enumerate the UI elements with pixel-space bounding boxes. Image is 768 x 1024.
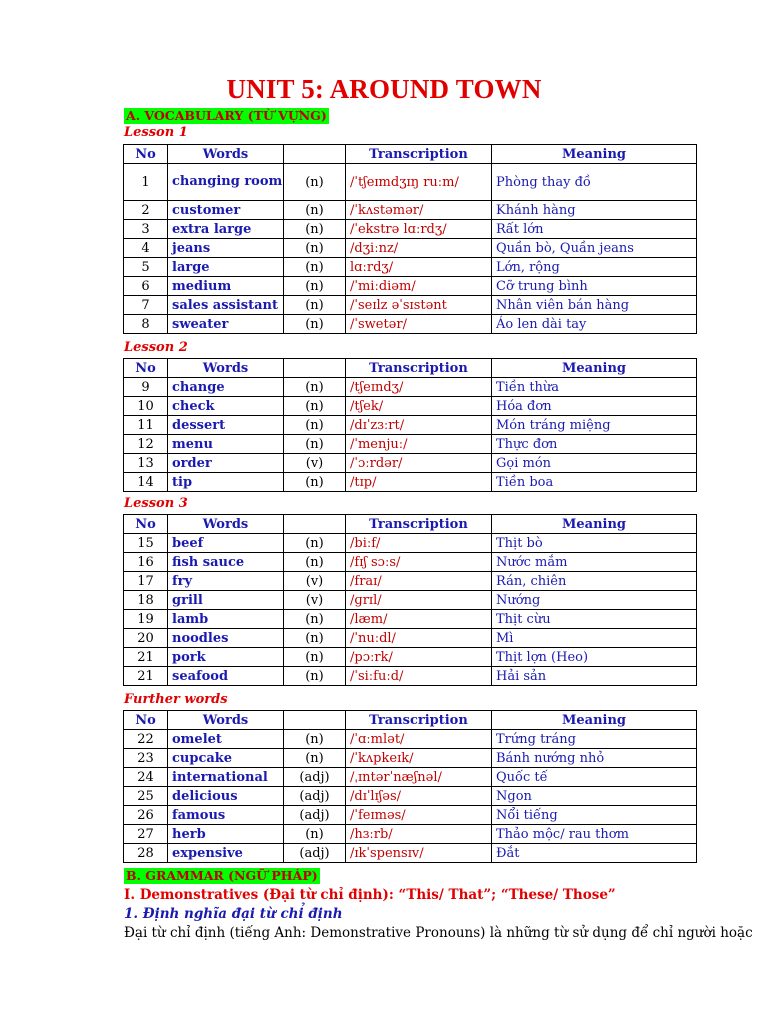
row-number: 19 [124,610,168,629]
header-meaning: Meaning [492,145,697,164]
row-meaning: Nướng [492,591,697,610]
row-transcription: /hɜːrb/ [346,825,492,844]
row-meaning: Thịt lợn (Heo) [492,648,697,667]
row-pos: (n) [284,648,346,667]
row-pos: (adj) [284,787,346,806]
row-word: fry [168,572,284,591]
row-meaning: Rán, chiên [492,572,697,591]
row-word: extra large [168,220,284,239]
row-pos: (n) [284,397,346,416]
row-number: 9 [124,378,168,397]
row-pos: (v) [284,591,346,610]
row-meaning: Hải sản [492,667,697,686]
table-row [124,768,697,787]
row-meaning: Thịt bò [492,534,697,553]
row-number: 8 [124,315,168,334]
header-no: No [124,515,168,534]
row-word: expensive [168,844,284,863]
table-row [124,454,697,473]
table-header-row [124,711,697,730]
row-meaning: Lớn, rộng [492,258,697,277]
header-words: Words [168,359,284,378]
vocab-table [123,358,697,492]
table-row [124,164,697,201]
table-header-row [124,145,697,164]
row-transcription: /ˈfeɪməs/ [346,806,492,825]
row-number: 21 [124,648,168,667]
table-row [124,277,697,296]
lesson-label: Further words [124,692,228,707]
table-row [124,239,697,258]
row-pos: (n) [284,749,346,768]
table-row [124,648,697,667]
row-word: sales assistant [168,296,284,315]
row-number: 1 [124,164,168,201]
row-meaning: Rất lớn [492,220,697,239]
table-row [124,315,697,334]
row-meaning: Tiền thừa [492,378,697,397]
table-row [124,749,697,768]
row-word: grill [168,591,284,610]
row-meaning: Nhân viên bán hàng [492,296,697,315]
row-meaning: Bánh nướng nhỏ [492,749,697,768]
lesson-label: Lesson 3 [124,496,188,511]
row-word: fish sauce [168,553,284,572]
row-transcription: /ˈnuːdl/ [346,629,492,648]
row-transcription: /ˈmenjuː/ [346,435,492,454]
table-row [124,473,697,492]
table-row [124,258,697,277]
table-row [124,667,697,686]
row-word: dessert [168,416,284,435]
row-number: 13 [124,454,168,473]
row-meaning: Đắt [492,844,697,863]
row-word: cupcake [168,749,284,768]
row-number: 2 [124,201,168,220]
row-word: check [168,397,284,416]
header-meaning: Meaning [492,359,697,378]
row-number: 11 [124,416,168,435]
row-meaning: Hóa đơn [492,397,697,416]
row-transcription: /læm/ [346,610,492,629]
row-meaning: Trứng tráng [492,730,697,749]
header-pos [284,359,346,378]
row-meaning: Khánh hàng [492,201,697,220]
row-pos: (v) [284,572,346,591]
row-meaning: Quốc tế [492,768,697,787]
row-pos: (v) [284,454,346,473]
row-pos: (n) [284,315,346,334]
row-meaning: Cỡ trung bình [492,277,697,296]
row-transcription: /ɪkˈspensɪv/ [346,844,492,863]
vocab-table [123,514,697,686]
row-pos: (n) [284,164,346,201]
table-row [124,296,697,315]
row-number: 16 [124,553,168,572]
header-no: No [124,145,168,164]
row-pos: (n) [284,730,346,749]
row-pos: (n) [284,416,346,435]
row-transcription: /ˈsiːfuːd/ [346,667,492,686]
row-number: 3 [124,220,168,239]
table-row [124,435,697,454]
row-meaning: Mì [492,629,697,648]
table-header-row [124,515,697,534]
lesson-label: Lesson 1 [124,125,188,140]
section-a-heading: A. VOCABULARY (TỪ VỰNG) [126,108,327,123]
row-meaning: Thảo mộc/ rau thơm [492,825,697,844]
row-transcription: /biːf/ [346,534,492,553]
table-row [124,553,697,572]
row-number: 7 [124,296,168,315]
page-title: UNIT 5: AROUND TOWN [226,74,542,104]
row-pos: (n) [284,473,346,492]
row-pos: (n) [284,296,346,315]
row-word: noodles [168,629,284,648]
table-header-row [124,359,697,378]
row-word: herb [168,825,284,844]
row-transcription: /pɔːrk/ [346,648,492,667]
row-transcription: /tʃek/ [346,397,492,416]
row-word: medium [168,277,284,296]
row-word: international [168,768,284,787]
row-number: 22 [124,730,168,749]
row-meaning: Áo len dài tay [492,315,697,334]
table-row [124,397,697,416]
header-words: Words [168,145,284,164]
row-word: tip [168,473,284,492]
header-no: No [124,711,168,730]
grammar-heading: I. Demonstratives (Đại từ chỉ định): “This/ That”; “These/ Those” [124,887,616,903]
row-meaning: Thực đơn [492,435,697,454]
row-transcription: /tɪp/ [346,473,492,492]
row-word: order [168,454,284,473]
row-pos: (n) [284,378,346,397]
lesson-label: Lesson 2 [124,340,188,355]
row-pos: (n) [284,667,346,686]
row-number: 18 [124,591,168,610]
row-transcription: /ɡrɪl/ [346,591,492,610]
table-row [124,201,697,220]
row-transcription: lɑːrdʒ/ [346,258,492,277]
row-pos: (n) [284,629,346,648]
grammar-subheading: 1. Định nghĩa đại từ chỉ định [124,906,343,922]
row-word: changing room [168,164,284,201]
row-pos: (n) [284,239,346,258]
row-number: 4 [124,239,168,258]
row-number: 6 [124,277,168,296]
vocab-table [123,144,697,334]
row-number: 5 [124,258,168,277]
table-row [124,844,697,863]
row-meaning: Món tráng miệng [492,416,697,435]
table-row [124,806,697,825]
table-row [124,220,697,239]
row-transcription: /ˈmiːdiəm/ [346,277,492,296]
row-word: pork [168,648,284,667]
row-meaning: Phòng thay đồ [492,164,697,201]
row-pos: (n) [284,825,346,844]
header-no: No [124,359,168,378]
table-row [124,572,697,591]
row-transcription: /fɪʃ sɔːs/ [346,553,492,572]
row-transcription: /tʃeɪndʒ/ [346,378,492,397]
header-transcription: Transcription [346,359,492,378]
row-pos: (n) [284,553,346,572]
row-number: 26 [124,806,168,825]
row-transcription: /ˈɑːmlət/ [346,730,492,749]
row-transcription: /ˈɔːrdər/ [346,454,492,473]
row-meaning: Ngon [492,787,697,806]
row-pos: (n) [284,258,346,277]
row-word: beef [168,534,284,553]
row-number: 24 [124,768,168,787]
row-transcription: /fraɪ/ [346,572,492,591]
row-number: 17 [124,572,168,591]
row-meaning: Tiền boa [492,473,697,492]
row-pos: (adj) [284,844,346,863]
row-transcription: /dɪˈzɜːrt/ [346,416,492,435]
row-transcription: /ˈekstrə lɑːrdʒ/ [346,220,492,239]
row-word: famous [168,806,284,825]
row-word: large [168,258,284,277]
table-row [124,591,697,610]
row-number: 12 [124,435,168,454]
row-meaning: Thịt cừu [492,610,697,629]
row-transcription: /ˈswetər/ [346,315,492,334]
row-word: customer [168,201,284,220]
row-word: change [168,378,284,397]
header-transcription: Transcription [346,145,492,164]
row-number: 23 [124,749,168,768]
row-word: omelet [168,730,284,749]
row-number: 25 [124,787,168,806]
header-pos [284,145,346,164]
row-meaning: Quần bò, Quần jeans [492,239,697,258]
row-pos: (n) [284,220,346,239]
row-pos: (n) [284,277,346,296]
header-transcription: Transcription [346,515,492,534]
row-number: 14 [124,473,168,492]
row-transcription: /ˈkʌpkeɪk/ [346,749,492,768]
row-number: 21 [124,667,168,686]
table-row [124,730,697,749]
grammar-text: Đại từ chỉ định (tiếng Anh: Demonstrative Pronouns) là những từ sử dụng để chỉ người hoặc [124,925,753,941]
row-transcription: /dʒiːnz/ [346,239,492,258]
table-row [124,378,697,397]
row-word: seafood [168,667,284,686]
header-words: Words [168,515,284,534]
row-transcription: /dɪˈlɪʃəs/ [346,787,492,806]
row-pos: (n) [284,534,346,553]
header-meaning: Meaning [492,515,697,534]
row-number: 15 [124,534,168,553]
row-word: jeans [168,239,284,258]
row-pos: (n) [284,435,346,454]
row-word: delicious [168,787,284,806]
row-word: menu [168,435,284,454]
row-transcription: /ˌɪntərˈnæʃnəl/ [346,768,492,787]
header-meaning: Meaning [492,711,697,730]
row-meaning: Nước mắm [492,553,697,572]
row-pos: (adj) [284,768,346,787]
table-row [124,416,697,435]
row-meaning: Nổi tiếng [492,806,697,825]
row-word: sweater [168,315,284,334]
header-transcription: Transcription [346,711,492,730]
vocab-table [123,710,697,863]
table-row [124,610,697,629]
row-pos: (n) [284,201,346,220]
row-number: 28 [124,844,168,863]
table-row [124,534,697,553]
row-transcription: /ˈkʌstəmər/ [346,201,492,220]
row-pos: (adj) [284,806,346,825]
header-words: Words [168,711,284,730]
row-word: lamb [168,610,284,629]
row-number: 10 [124,397,168,416]
table-row [124,629,697,648]
table-row [124,787,697,806]
header-pos [284,711,346,730]
table-row [124,825,697,844]
row-transcription: /ˈseɪlz əˈsɪstənt [346,296,492,315]
row-pos: (n) [284,610,346,629]
row-number: 20 [124,629,168,648]
row-number: 27 [124,825,168,844]
section-b-heading: B. GRAMMAR (NGỮ PHÁP) [126,868,318,883]
header-pos [284,515,346,534]
row-meaning: Gọi món [492,454,697,473]
row-transcription: /ˈtʃeɪmdʒɪŋ ruːm/ [346,164,492,201]
